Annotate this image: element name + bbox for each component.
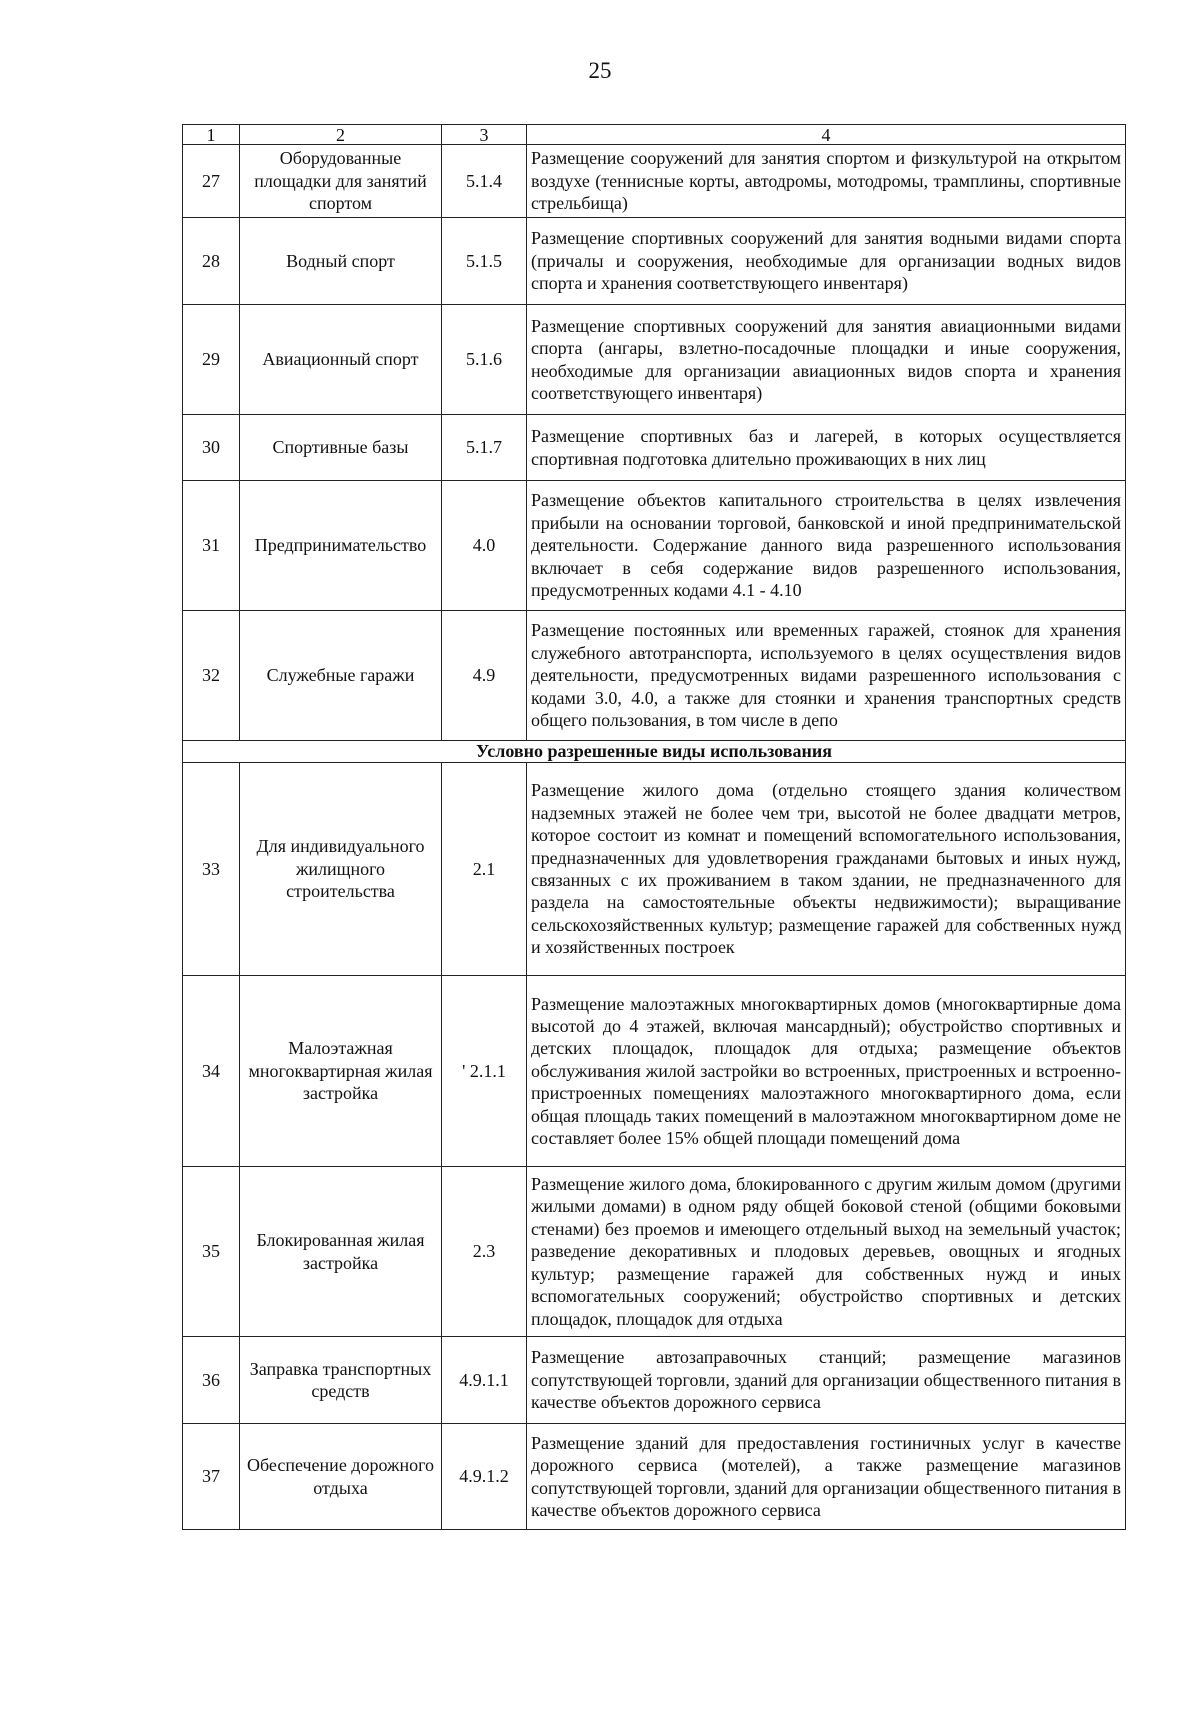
land-use-name: Блокированная жилая застройка [240,1167,442,1337]
land-use-name: Для индивидуального жилищного строительства [240,763,442,976]
table-header-row [183,125,1126,145]
land-use-name: Предпринимательство [240,481,442,611]
table-row [183,1167,1126,1337]
land-use-name: Обеспечение дорожного отдыха [240,1424,442,1530]
land-use-description: Размещение спортивных сооружений для занятия водными видами спорта (причалы и сооружения, необходимые для организации водных видов спорта и хранения соответствующего инвентаря) [527,218,1126,305]
land-use-description: Размещение объектов капитального строительства в целях извлечения прибыли на основании торговой, банковской и иной предпринимательской деятельности. Содержание данного вида разрешенного использования включает в себя содержание видов разрешенного использования, предусмотренных кодами 4.1 - 4.10 [527,481,1126,611]
land-use-code: 2.3 [442,1167,527,1337]
table-row [183,145,1126,218]
land-use-description: Размещение жилого дома (отдельно стоящего здания количеством надземных этажей не более чем три, высотой не более двадцати метров, которое состоит из комнат и помещений вспомогательного использования, предназначенных для удовлетворения гражданами бытовых и иных нужд, связанных с их проживанием в таком здании, не предназначенного для раздела на самостоятельные объекты недвижимости); выращивание сельскохозяйственных культур; размещение гаражей для собственных нужд и хозяйственных построек [527,763,1126,976]
section-title: Условно разрешенные виды использования [183,741,1126,763]
table-row [183,611,1126,741]
table-row [183,976,1126,1167]
land-use-description: Размещение жилого дома, блокированного с другим жилым домом (другими жилыми домами) в одном ряду общей боковой стеной (общими боковыми стенами) без проемов и имеющего отдельный выход на земельный участок; разведение декоративных и плодовых деревьев, овощных и ягодных культур; размещение гаражей для собственных нужд и иных вспомогательных сооружений; обустройство спортивных и детских площадок, площадок для отдыха [527,1167,1126,1337]
land-use-description: Размещение малоэтажных многоквартирных домов (многоквартирные дома высотой до 4 этажей, включая мансардный); обустройство спортивных и детских площадок, площадок для отдыха; размещение объектов обслуживания жилой застройки во встроенных, пристроенных и встроенно-пристроенных помещениях малоэтажного многоквартирного дома, если общая площадь таких помещений в малоэтажном многоквартирном доме не составляет более 15% общей площади помещений дома [527,976,1126,1167]
row-number: 31 [183,481,240,611]
land-use-name: Оборудованные площадки для занятий спортом [240,145,442,218]
land-use-description: Размещение постоянных или временных гаражей, стоянок для хранения служебного автотранспорта, используемого в целях осуществления видов деятельности, предусмотренных видами разрешенного использования с кодами 3.0, 4.0, а также для стоянки и хранения транспортных средств общего пользования, в том числе в депо [527,611,1126,741]
table-row [183,218,1126,305]
land-use-code: 5.1.7 [442,415,527,481]
table-row [183,481,1126,611]
land-use-name: Спортивные базы [240,415,442,481]
land-use-code: ' 2.1.1 [442,976,527,1167]
land-use-name: Заправка транспортных средств [240,1337,442,1424]
row-number: 28 [183,218,240,305]
page-number: 25 [588,58,612,83]
land-use-description: Размещение спортивных баз и лагерей, в которых осуществляется спортивная подготовка длительно проживающих в них лиц [527,415,1126,481]
land-use-code: 4.9.1.2 [442,1424,527,1530]
table-row [183,1337,1126,1424]
land-use-description: Размещение зданий для предоставления гостиничных услуг в качестве дорожного сервиса (мотелей), а также размещение магазинов сопутствующей торговли, зданий для организации общественного питания в качестве объектов дорожного сервиса [527,1424,1126,1530]
table-row [183,415,1126,481]
row-number: 27 [183,145,240,218]
table-row [183,305,1126,415]
land-use-description: Размещение автозаправочных станций; размещение магазинов сопутствующей торговли, зданий для организации общественного питания в качестве объектов дорожного сервиса [527,1337,1126,1424]
land-use-code: 2.1 [442,763,527,976]
table-row [183,1424,1126,1530]
land-use-code: 4.9.1.1 [442,1337,527,1424]
column-header-code: 3 [442,125,527,145]
land-use-name: Авиационный спорт [240,305,442,415]
land-use-name: Водный спорт [240,218,442,305]
row-number: 36 [183,1337,240,1424]
land-use-name: Служебные гаражи [240,611,442,741]
row-number: 37 [183,1424,240,1530]
row-number: 29 [183,305,240,415]
row-number: 33 [183,763,240,976]
land-use-description: Размещение сооружений для занятия спортом и физкультурой на открытом воздухе (теннисные корты, автодромы, мотодромы, трамплины, спортивные стрельбища) [527,145,1126,218]
column-header-name: 2 [240,125,442,145]
row-number: 32 [183,611,240,741]
land-use-table [182,124,1126,1530]
land-use-code: 4.9 [442,611,527,741]
section-header-row [183,741,1126,763]
column-header-description: 4 [527,125,1126,145]
land-use-description: Размещение спортивных сооружений для занятия авиационными видами спорта (ангары, взлетно-посадочные площадки и иные сооружения, необходимые для организации авиационных видов спорта и хранения соответствующего инвентаря) [527,305,1126,415]
row-number: 35 [183,1167,240,1337]
land-use-code: 5.1.4 [442,145,527,218]
land-use-name: Малоэтажная многоквартирная жилая застройка [240,976,442,1167]
column-header-number: 1 [183,125,240,145]
land-use-code: 5.1.5 [442,218,527,305]
table-row [183,763,1126,976]
land-use-code: 4.0 [442,481,527,611]
land-use-code: 5.1.6 [442,305,527,415]
row-number: 30 [183,415,240,481]
row-number: 34 [183,976,240,1167]
